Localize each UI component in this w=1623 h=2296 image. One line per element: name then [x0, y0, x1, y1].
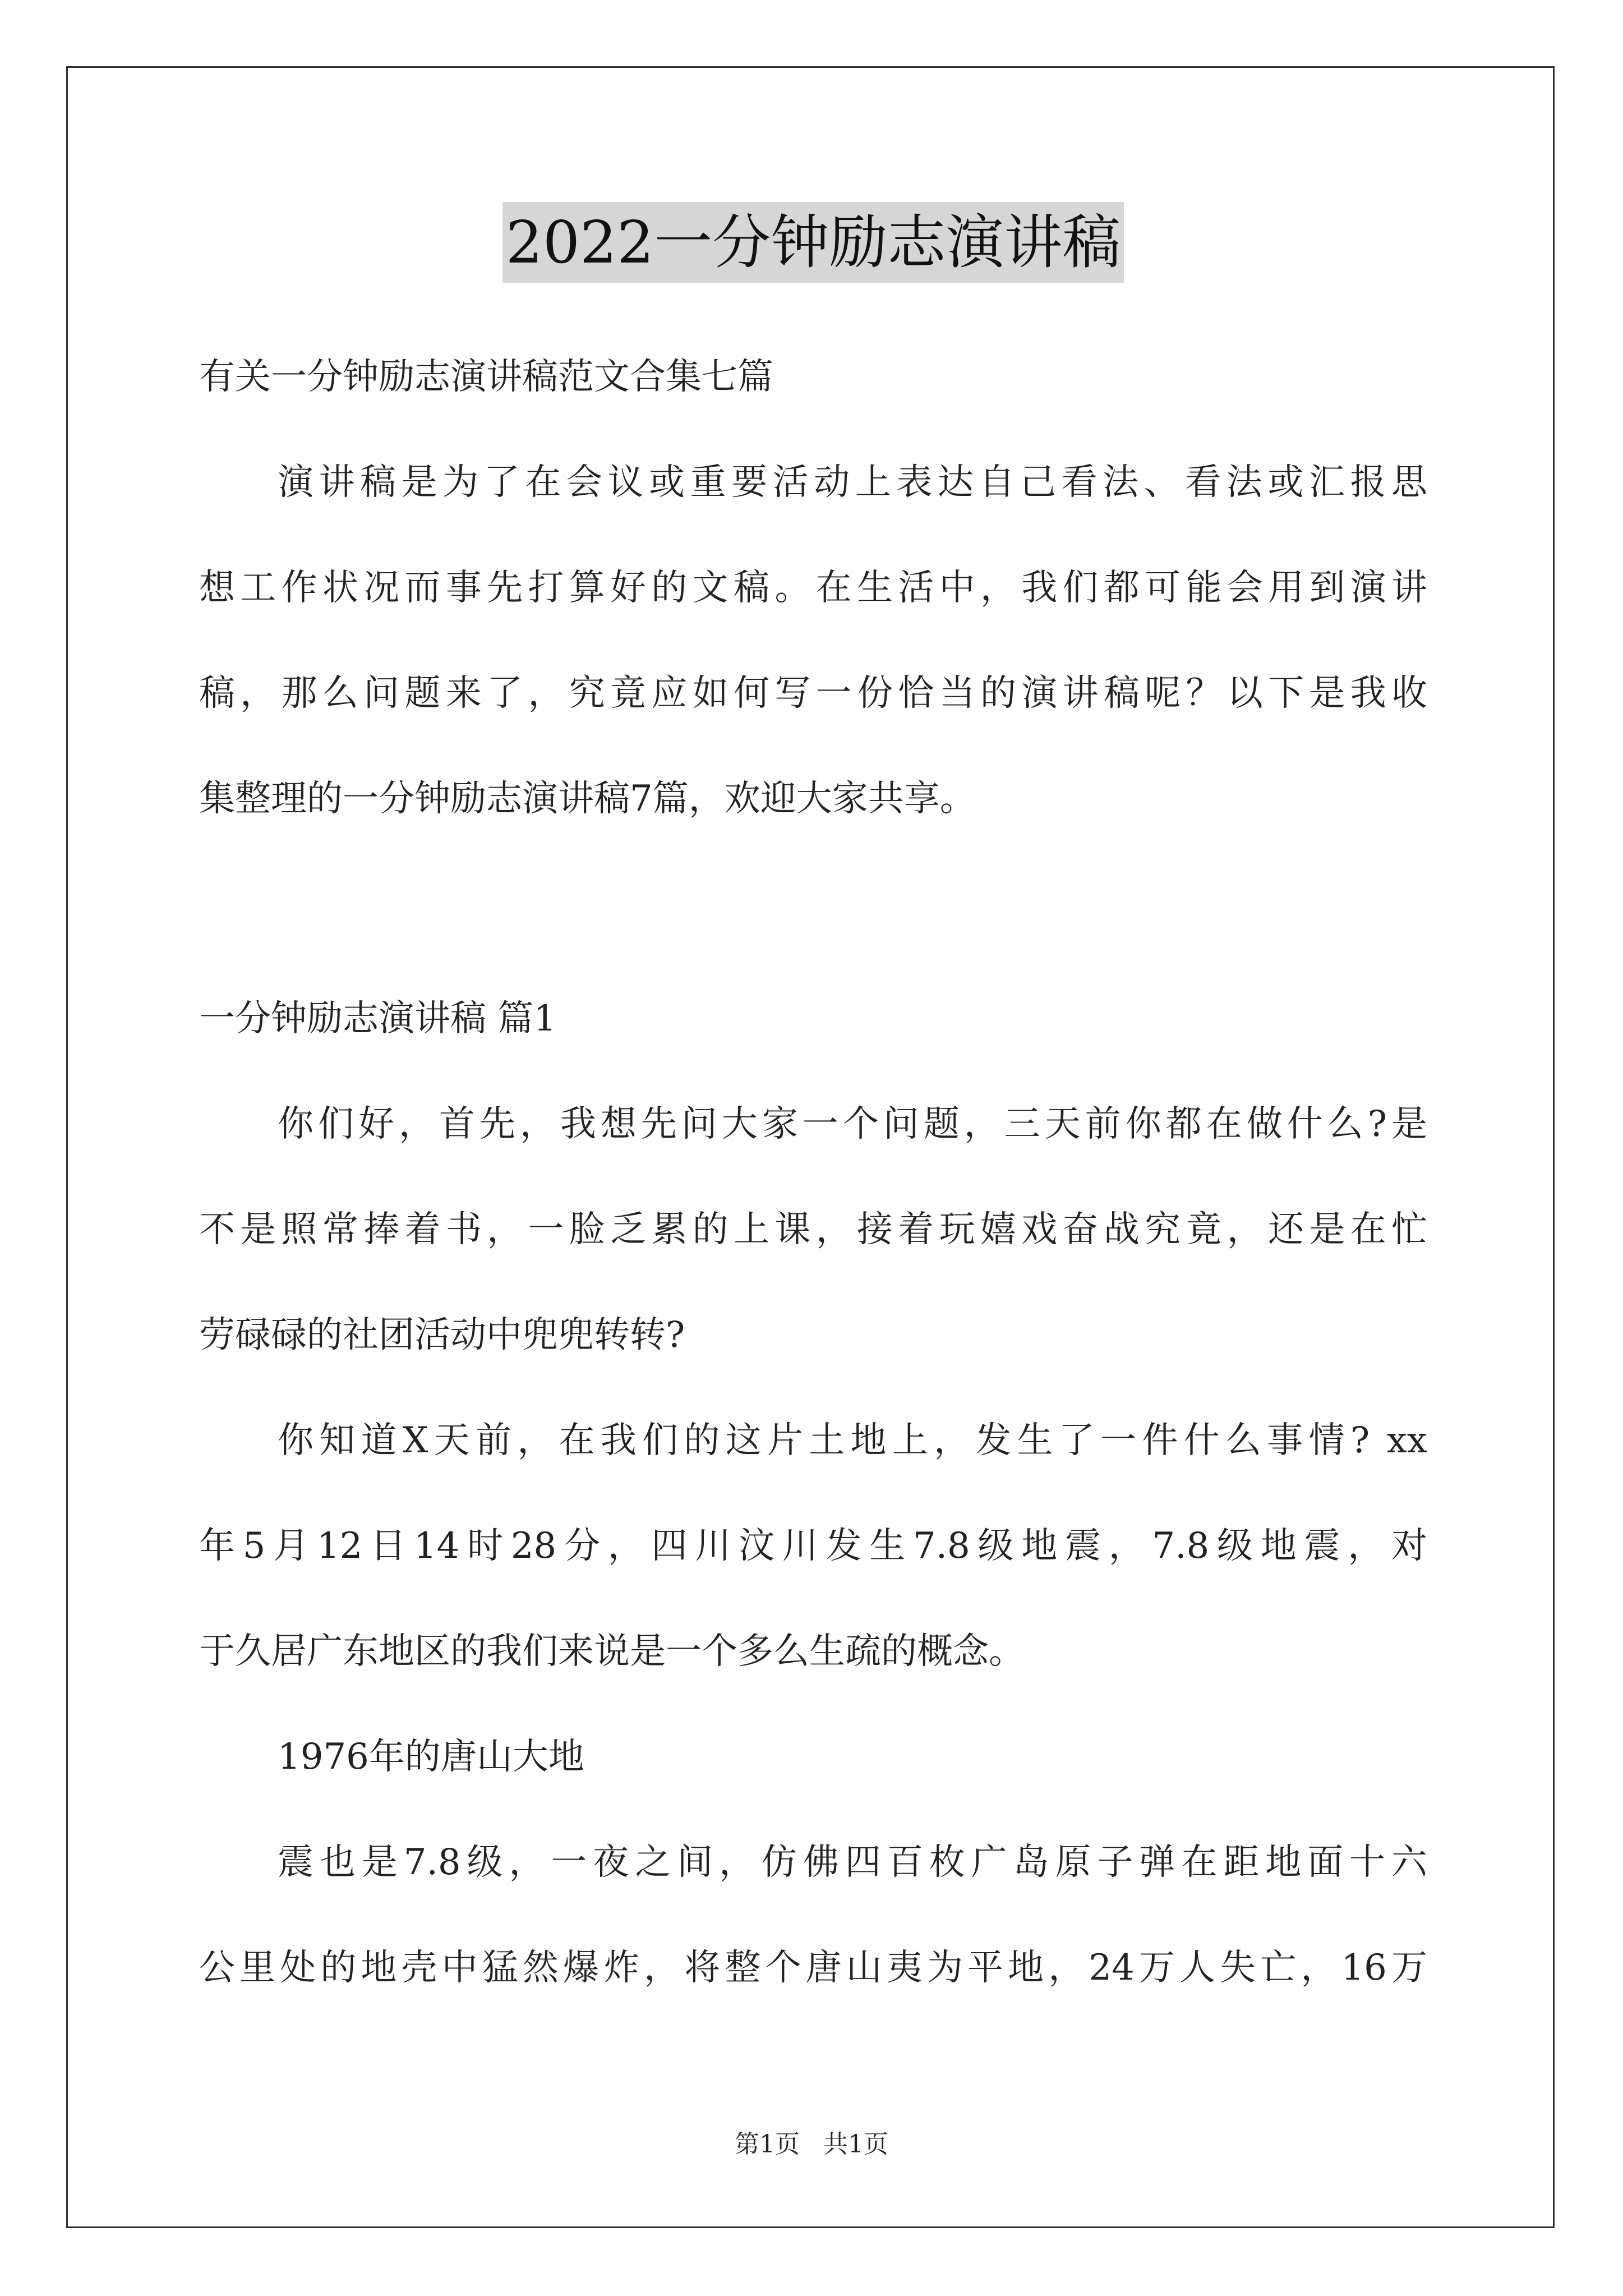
para2-line-3: 于久居广东地区的我们来说是一个多么生疏的概念。 [199, 1631, 1025, 1672]
section-heading: 一分钟励志演讲稿 篇1 [199, 998, 557, 1039]
para1-line-3: 劳碌碌的社团活动中兜兜转转? [199, 1314, 685, 1356]
para3-line-1: 1976年的唐山大地 [278, 1736, 584, 1778]
para1-line-2: 不是照常捧着书，一脸乏累的上课，接着玩嬉戏奋战究竟，还是在忙 [199, 1209, 1427, 1250]
para4-line-2: 公里处的地壳中猛然爆炸，将整个唐山夷为平地，24万人失亡，16万 [199, 1947, 1427, 1989]
page-footer: 第1页 共1页 [735, 2130, 888, 2159]
title-container [199, 202, 1427, 283]
intro-line-1: 演讲稿是为了在会议或重要活动上表达自己看法、看法或汇报思 [278, 462, 1427, 503]
document-subtitle: 有关一分钟励志演讲稿范文合集七篇 [199, 356, 773, 398]
document-title: 2022一分钟励志演讲稿 [502, 202, 1124, 283]
intro-line-2: 想工作状况而事先打算好的文稿。在生活中，我们都可能会用到演讲 [199, 567, 1427, 609]
para4-line-1: 震也是7.8级，一夜之间，仿佛四百枚广岛原子弹在距地面十六 [278, 1842, 1427, 1883]
para2-line-1: 你知道X天前，在我们的这片土地上，发生了一件什么事情? xx [278, 1420, 1427, 1461]
intro-line-3: 稿，那么问题来了，究竟应如何写一份恰当的演讲稿呢？以下是我收 [199, 673, 1427, 714]
para1-line-1: 你们好，首先，我想先问大家一个问题，三天前你都在做什么?是 [278, 1103, 1427, 1145]
para2-line-2: 年5月12日14时28分，四川汶川发生7.8级地震，7.8级地震，对 [199, 1525, 1427, 1567]
intro-line-4: 集整理的一分钟励志演讲稿7篇，欢迎大家共享。 [199, 778, 976, 820]
